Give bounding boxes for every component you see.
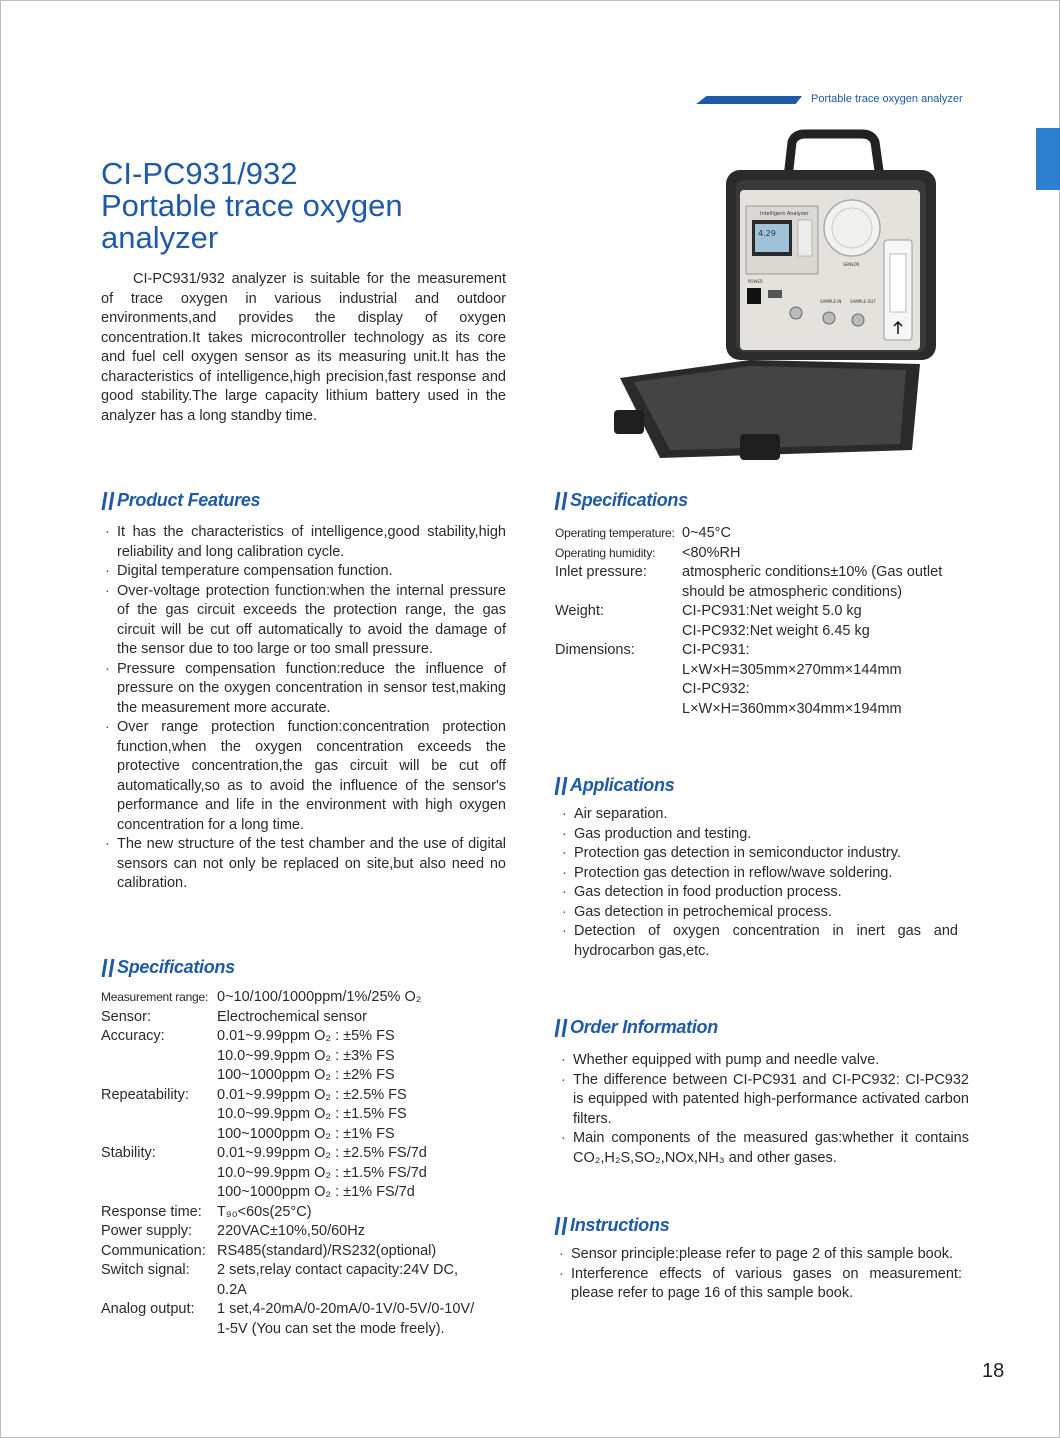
spec-values [682,563,942,602]
specs-right-heading [554,490,688,511]
spec-value: 10.0~99.9ppm O₂ : ±3% FS [217,1047,395,1064]
spec-value: 10.0~99.9ppm O₂ : ±1.5% FS/7d [217,1164,427,1181]
spec-label: Communication: [101,1242,206,1259]
spec-value: 220VAC±10%,50/60Hz [217,1223,365,1239]
specs-right-heading-text: Specifications [570,490,688,510]
spec-value: 2 sets,relay contact capacity:24V DC, [217,1262,458,1278]
list-item: · Digital temperature compensation function. [101,562,506,582]
spec-label: Response time: [101,1203,202,1220]
page-number: 18 [982,1360,1005,1382]
spec-row [555,641,975,719]
instructions-list [555,1245,962,1304]
spec-values [217,988,421,1008]
applications-heading-text: Applications [570,775,675,795]
display-value: 4.29 [758,229,776,238]
title-line-2: Portable trace oxygen [101,188,403,223]
features-heading-text: Product Features [117,490,261,510]
list-item: · Over-voltage protection function:when the internal pressure of the gas circuit exceeds the protection range, the gas circuit will be cut off automatically to avoid the damage of the sensor due to too large or too small pressure. [101,582,506,660]
spec-value: 0~45°C [682,525,731,541]
spec-value: Electrochemical sensor [217,1008,367,1025]
features-heading [101,490,260,511]
spec-value: 0.01~9.99ppm O₂ : ±5% FS [217,1028,395,1044]
list-item: · Main components of the measured gas:whether it contains CO₂,H₂S,SO₂,NOx,NH₃ and other gases. [557,1129,969,1168]
spec-value: RS485(standard)/RS232(optional) [217,1242,437,1259]
instructions-heading-text: Instructions [570,1215,670,1235]
specs-right-table [555,524,975,719]
header-accent-bar [696,96,802,104]
spec-label: Stability: [101,1145,156,1161]
list-item: · Interference effects of various gases on measurement: please refer to page 16 of this sample book. [555,1265,962,1304]
spec-values [217,1027,395,1086]
spec-row [555,602,975,641]
specs-left-heading [101,957,235,978]
list-item: · The difference between CI-PC931 and CI-PC932: CI-PC932 is equipped with patented high-performance activated carbon filters. [557,1071,969,1130]
sample-out-label: SAMPLE OUT [850,299,876,304]
double-slash-icon [554,1216,568,1236]
spec-label: Operating humidity: [555,545,656,560]
spec-row [101,1027,511,1086]
spec-row [101,1144,511,1203]
spec-label: Power supply: [101,1223,193,1239]
spec-label: Inlet pressure: [555,564,647,580]
spec-row [101,1222,511,1242]
order-heading-text: Order Information [570,1017,718,1037]
sensor-label: SENSOR [843,262,860,267]
spec-values [217,1222,365,1242]
specs-left-table [101,988,511,1339]
spec-label: Weight: [555,603,604,619]
list-item: · Sensor principle:please refer to page 2 of this sample book. [555,1245,962,1265]
list-item: · It has the characteristics of intelligence,good stability,high reliability and long calibration cycle. [101,523,506,562]
spec-row [101,1261,511,1300]
spec-label: Measurement range: [101,990,209,1004]
spec-value: should be atmospheric conditions) [682,583,903,600]
spec-values [682,544,740,564]
list-item: · Pressure compensation function:reduce the influence of pressure on the oxygen concentration in sensor test,making the measurement more accurate. [101,660,506,719]
spec-value: 100~1000ppm O₂ : ±1% FS [217,1125,395,1142]
spec-values [682,524,731,544]
spec-row [555,524,975,544]
spec-values [217,1242,436,1262]
spec-row [555,544,975,564]
spec-values [217,1086,407,1145]
spec-value: T₉₀<60s(25°C) [217,1203,312,1220]
spec-values [217,1203,312,1223]
double-slash-icon [554,491,568,511]
spec-value: 0.01~9.99ppm O₂ : ±2.5% FS/7d [217,1145,427,1161]
intro-paragraph: CI-PC931/932 analyzer is suitable for the measurement of trace oxygen in various industrial and outdoor environments,and provides the display of oxygen concentration.It takes microcontroller technology as its core and fuel cell oxygen sensor as its measuring unit.It has the characteristics of intelligence,high precision,fast response and good stability.The large capacity lithium battery used in the analyzer has a long standby time. [101,271,506,424]
header-tag: Portable trace oxygen analyzer [811,93,963,105]
double-slash-icon [101,958,115,978]
spec-label: Analog output: [101,1301,195,1317]
spec-value: 0.2A [217,1281,247,1298]
spec-values [217,1300,474,1339]
spec-value: 1-5V (You can set the mode freely). [217,1320,445,1337]
list-item: · Over range protection function:concentration protection function,when the oxygen concentration exceeds the protective concentration,the gas circuit will be cut off automatically,so as to avoid the influence of the sensor's performance and life in the environment with high oxygen concentration for a long time. [101,718,506,835]
spec-value: 0~10/100/1000ppm/1%/25% O₂ [217,989,422,1005]
order-list [557,1051,969,1168]
spec-label: Operating temperature: [555,526,675,540]
spec-row [101,1086,511,1145]
spec-label: Repeatability: [101,1086,189,1103]
spec-label: Sensor: [101,1008,151,1025]
list-item: · Gas production and testing. [558,825,958,845]
spec-row [101,1203,511,1223]
power-label: POWER [748,279,763,284]
spec-label: Switch signal: [101,1262,190,1278]
spec-value: 0.01~9.99ppm O₂ : ±2.5% FS [217,1086,407,1103]
title-line-3: analyzer [101,220,219,255]
order-heading [554,1017,718,1038]
specs-left-heading-text: Specifications [117,957,235,977]
spec-value: 1 set,4-20mA/0-20mA/0-1V/0-5V/0-10V/ [217,1301,475,1317]
spec-value: atmospheric conditions±10% (Gas outlet [682,564,943,580]
spec-label: Accuracy: [101,1028,165,1044]
applications-heading [554,775,674,796]
spec-value: CI-PC932: [682,681,750,697]
list-item: · Protection gas detection in semiconductor industry. [558,844,958,864]
applications-list [558,805,958,961]
spec-values [682,641,902,719]
spec-value: 10.0~99.9ppm O₂ : ±1.5% FS [217,1106,407,1122]
spec-value: L×W×H=360mm×304mm×194mm [682,700,902,717]
spec-values [682,602,870,641]
list-item: · Gas detection in petrochemical process. [558,903,958,923]
double-slash-icon [554,1018,568,1038]
side-tab-marker [1036,128,1060,190]
list-item: · Gas detection in food production process. [558,883,958,903]
instructions-heading [554,1215,669,1236]
spec-row [101,1008,511,1028]
features-list [101,523,506,894]
spec-values [217,1008,367,1028]
spec-value: CI-PC931:Net weight 5.0 kg [682,603,862,619]
spec-value: 100~1000ppm O₂ : ±2% FS [217,1067,395,1083]
spec-row [555,563,975,602]
spec-value: CI-PC932:Net weight 6.45 kg [682,622,870,639]
spec-row [101,1242,511,1262]
list-item: · Protection gas detection in reflow/wave soldering. [558,864,958,884]
double-slash-icon [554,776,568,796]
panel-label: Intelligent Analyzer [760,211,809,217]
page-title [101,158,403,254]
spec-values [217,1144,427,1203]
spec-label: Dimensions: [555,642,635,658]
spec-value: L×W×H=305mm×270mm×144mm [682,661,902,678]
spec-row [101,988,511,1008]
list-item: · Detection of oxygen concentration in inert gas and hydrocarbon gas,etc. [558,922,958,961]
product-image [600,128,980,468]
spec-value: <80%RH [682,544,741,561]
list-item: · Air separation. [558,805,958,825]
spec-value: CI-PC931: [682,642,750,658]
double-slash-icon [101,491,115,511]
title-line-1: CI-PC931/932 [101,156,298,191]
spec-row [101,1300,511,1339]
sample-in-label: SAMPLE IN [820,299,842,304]
list-item: · The new structure of the test chamber and the use of digital sensors can not only be replaced on site,but also need no calibration. [101,835,506,894]
spec-value: 100~1000ppm O₂ : ±1% FS/7d [217,1184,415,1200]
spec-values [217,1261,458,1300]
list-item: · Whether equipped with pump and needle valve. [557,1051,969,1071]
